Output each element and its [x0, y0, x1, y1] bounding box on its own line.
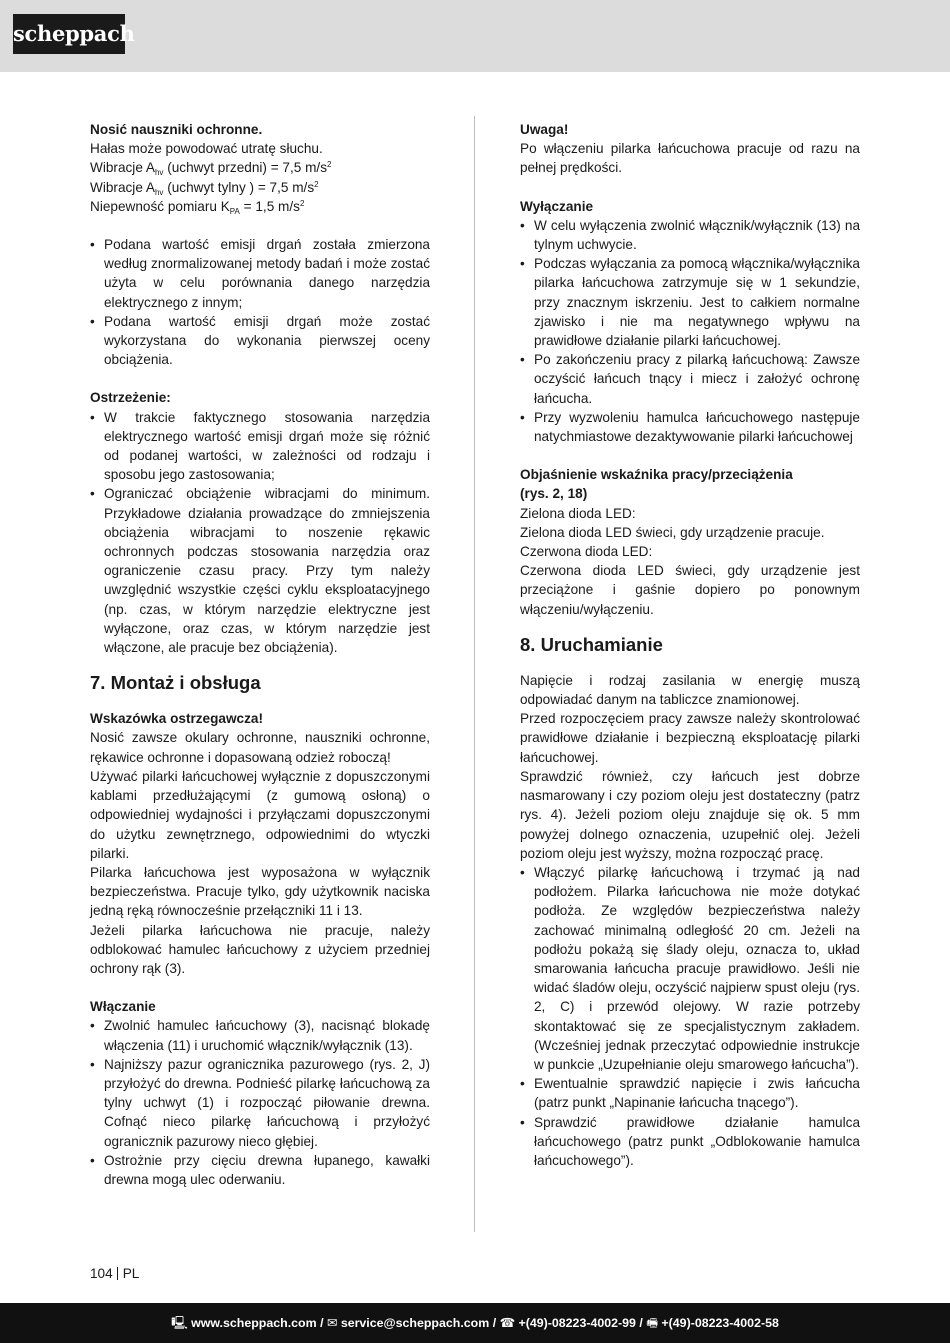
language-code: PL — [122, 1266, 140, 1281]
indicator-heading: Objaśnienie wskaźnika pracy/przeciążenia — [520, 467, 793, 483]
section-7-title: 7. Montaż i obsługa — [90, 672, 261, 694]
hint-paragraph: Nosić zawsze okulary ochronne, nauszniki ochronne, rękawice ochronne i dopasowaną odzież roboczą! — [90, 730, 430, 765]
list-item: • Ewentualnie sprawdzić napięcie i zwis łańcucha (patrz punkt „Napinanie łańcucha tnącego”). — [520, 1074, 860, 1112]
column-divider — [474, 116, 475, 1232]
measurement-uncertainty: Niepewność pomiaru $K_{PA} = 1,5$ $m/s^2$ — [90, 198, 305, 216]
start-list — [520, 863, 860, 1170]
hint-paragraph: Używać pilarki łańcuchowej wyłącznie z dopuszczonymi kablami przedłużającymi (z gumową osłoną) o odpowiedniej wydajności i przyłączami dopuszczonymi do użytku zewnętrznego, odpowiednimi do wtyczki pilarki. — [90, 768, 430, 861]
contact-line: 🖳 www.scheppach.com / ✉ service@scheppach.com / ☎ +(49)-08223-4002-99 / 🖷 +(49)-08223-4002-58 — [171, 1316, 779, 1330]
header-bar — [0, 0, 950, 72]
vibration-front: Wibracje $A_{hv}$ (uchwyt przedni) = 7,5 $m/s^2$ — [90, 160, 332, 178]
list-item: • Po zakończeniu pracy z pilarką łańcuchową: Zawsze oczyścić łańcuch tnący i miecz i założyć ochronę łańcucha. — [520, 350, 860, 408]
start-paragraph: Napięcie i rodzaj zasilania w energię muszą odpowiadać danym na tabliczce znamionowej. — [520, 672, 860, 708]
on-heading: Włączanie — [90, 999, 156, 1015]
warning-heading: Ostrzeżenie: — [90, 390, 171, 406]
start-paragraph: Sprawdzić również, czy łańcuch jest dobrze nasmarowany i czy poziom oleju jest dostateczny (patrz rys. 4). Jeżeli poziom oleju znajduje się ok. 5 mm powyżej dolnego oznaczenia, uzupełnić olej. Jeżeli poziom oleju jest wyższy, można rozpocząć pracę. — [520, 768, 860, 861]
list-item: • Ograniczać obciążenie wibracjami do minimum. Przykładowe działania prowadzące do zmniejszenia obciążenia wibracjami to noszenie rękawic ochronnych podczas stosowania narzędzia oraz ograniczenie czasu pracy. Przy tym należy uwzględnić wszystkie części cyklu eksploatacyjnego (np. czas, w którym narzędzie elektryczne jest wyłączone, oraz czas, w którym narzędzie jest włączone, ale pracuje bez obciążenia). — [90, 484, 430, 657]
list-item: • Podana wartość emisji drgań może zostać wykorzystana do wykonania pierwszej oceny obciążenia. — [90, 312, 430, 370]
off-heading: Wyłączanie — [520, 198, 594, 214]
phone-icon: ☎ — [499, 1316, 516, 1330]
list-item: • Sprawdzić prawidłowe działanie hamulca łańcuchowego (patrz punkt „Odblokowanie hamulca łańcuchowego”). — [520, 1113, 860, 1171]
fax-number[interactable]: +(49)-08223-4002-58 — [661, 1316, 779, 1330]
list-item: • Ostrożnie przy cięciu drewna łupanego, kawałki drewna mogą ulec oderwaniu. — [90, 1151, 430, 1189]
scheppach-logo[interactable] — [13, 14, 135, 54]
list-item: • Zwolnić hamulec łańcuchowy (3), nacisnąć blokadę włączenia (11) i uruchomić włącznik/wyłącznik (13). — [90, 1016, 430, 1054]
list-item: • Najniższy pazur ogranicznika pazurowego (rys. 2, J) przyłożyć do drewna. Podnieść pilarkę łańcuchową za tylny uchwyt (1) i rozpocząć piłowanie drewna. Cofnąć nieco pilarkę łańcuchową i przyłożyć ogranicznik pazurowy nieco głębiej. — [90, 1055, 430, 1151]
envelope-icon: ✉ — [326, 1316, 338, 1330]
noise-heading: Nosić nauszniki ochronne. — [90, 122, 263, 137]
phone-number[interactable]: +(49)-08223-4002-99 — [518, 1316, 636, 1330]
hint-paragraph: Jeżeli pilarka łańcuchowa nie pracuje, należy odblokować hamulec łańcuchowy z użyciem przedniej ochrony rąk (3). — [90, 922, 430, 976]
page-number: 104 — [90, 1266, 113, 1281]
warning-list — [90, 408, 430, 658]
indicator-heading-ref: (rys. 2, 18) — [520, 486, 588, 502]
list-item: • W celu wyłączenia zwolnić włącznik/wyłącznik (13) na tylnym uchwycie. — [520, 216, 860, 254]
right-column — [520, 120, 860, 1170]
website-link[interactable]: www.scheppach.com — [191, 1316, 317, 1330]
on-list — [90, 1016, 430, 1189]
email-link[interactable]: service@scheppach.com — [340, 1316, 490, 1330]
list-item: • Przy wyzwoleniu hamulca łańcuchowego następuje natychmiastowe dezaktywowanie pilarki łańcuchowej — [520, 408, 860, 446]
section-8-title: 8. Uruchamianie — [520, 633, 663, 655]
list-item: • W trakcie faktycznego stosowania narzędzia elektrycznego wartość emisji drgań może się różnić od podanej wartości, w zależności od rodzaju i sposobu jego zastosowania; — [90, 408, 430, 485]
footer-separator — [117, 1267, 118, 1280]
start-paragraph: Przed rozpoczęciem pracy zawsze należy skontrolować prawidłowe działanie i bezpieczną eksploatację pilarki łańcuchowej. — [520, 711, 860, 765]
hint-paragraph: Pilarka łańcuchowa jest wyposażona w wyłącznik bezpieczeństwa. Pracuje tylko, gdy użytkownik naciska jedną ręką równocześnie przełączniki 11 i 13. — [90, 864, 430, 919]
list-item: • Podana wartość emisji drgań została zmierzona według znormalizowanej metody badań i może zostać użyta w celu porównania danego narzędzia elektrycznego z innym; — [90, 235, 430, 312]
indicator-line: Zielona dioda LED świeci, gdy urządzenie pracuje. — [520, 524, 825, 540]
left-column — [90, 120, 430, 1189]
list-item: • Włączyć pilarkę łańcuchową i trzymać ją nad podłożem. Pilarka łańcuchowa nie może dotykać podłoża. Ze względów bezpieczeństwa należy zachować minimalną odległość 20 cm. Jeżeli na podłożu pokażą się ślady oleju, oznacza to, układ smarowania łańcucha pracuje prawidłowo. Jeśli nie widać śladów oleju, oczyścić najpierw spust oleju (rys. 2, C) i przewód olejowy. W razie potrzeby skontaktować się ze specjalistycznym zakładem. (Wcześniej jednak przeczytać odpowiednie instrukcje w punkcie „Uzupełnianie oleju smarowego łańcucha”). — [520, 863, 860, 1074]
attention-heading: Uwaga! — [520, 122, 569, 137]
noise-line: Hałas może powodować utratę słuchu. — [90, 141, 323, 157]
fax-icon: 🖷 — [646, 1316, 658, 1330]
indicator-red-text: Czerwona dioda LED świeci, gdy urządzenie jest przeciążone i gaśnie dopiero po ponownym włączeniu/wyłączeniu. — [520, 563, 860, 617]
page-footer — [90, 1265, 139, 1283]
list-item: • Podczas wyłączania za pomocą włącznika/wyłącznika pilarka łańcuchowa zatrzymuje się w 1 sekundzie, przy znacznym iskrzeniu. Jest to całkiem normalne zjawisko i nie ma negatywnego wpływu na prawidłowe działanie pilarki łańcuchowej. — [520, 254, 860, 350]
off-list — [520, 216, 860, 446]
hint-heading: Wskazówka ostrzegawcza! — [90, 711, 264, 727]
contact-bar — [0, 1303, 950, 1343]
indicator-line: Czerwona dioda LED: — [520, 544, 653, 560]
emission-list — [90, 235, 430, 369]
logo-text: scheppach — [13, 21, 135, 46]
indicator-line: Zielona dioda LED: — [520, 505, 636, 521]
attention-text: Po włączeniu pilarka łańcuchowa pracuje od razu na pełnej prędkości. — [520, 141, 860, 176]
computer-icon: 🖳 — [171, 1316, 188, 1330]
vibration-rear: Wibracje $A_{hv}$ (uchwyt tylny ) = 7,5 $m/s^2$ — [90, 179, 319, 197]
